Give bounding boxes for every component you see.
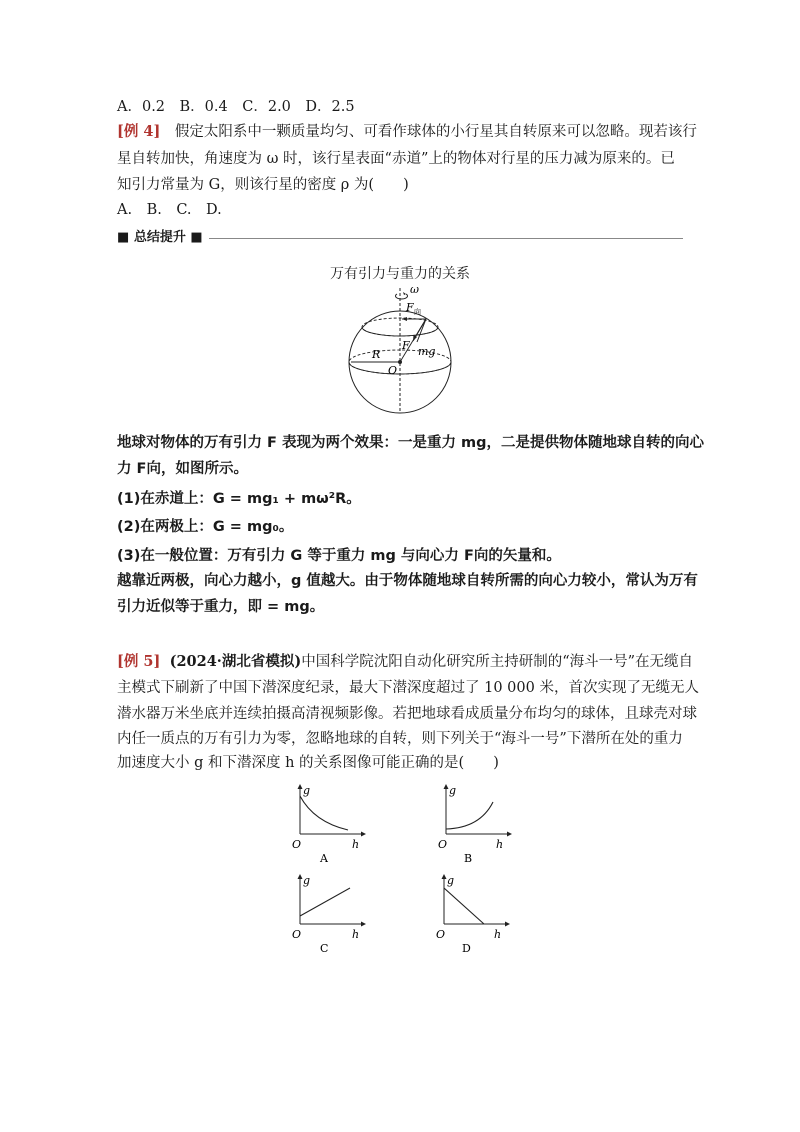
omega-label: ω [410,283,419,296]
svg-text:h: h [494,928,502,941]
svg-text:h: h [352,928,360,941]
example5-line2: 主模式下刷新了中国下潜深度纪录，最大下潜深度超过了 10 000 米，首次实现了无缆无人 [117,680,699,696]
svg-text:O: O [438,838,448,851]
graph-a-label: A [320,852,328,865]
example4-options: A. B. C. D. [117,202,222,218]
example4-line3: 知引力常量为 G，则该行星的密度 ρ 为( ) [117,177,409,193]
example5-tag: [例 5] [117,653,161,670]
svg-text:g: g [447,874,455,887]
summary-item3: (3)在一般位置：万有引力 G 等于重力 mg 与向心力 F向的矢量和。 [117,548,561,564]
summary-line1: 地球对物体的万有引力 F 表现为两个效果：一是重力 mg，二是提供物体随地球自转的向心 [117,435,705,451]
example5-line5: 加速度大小 g 和下潜深度 h 的关系图像可能正确的是( ) [117,755,499,771]
graph-b-curve [446,802,493,829]
example5-line1 [117,651,693,673]
o-label: O [388,364,398,377]
svg-text:g: g [303,874,311,887]
example5-line4: 内任一质点的万有引力为零，忽略地球的自转，则下列关于“海斗一号”下潜所在处的重力 [117,731,683,747]
example4-text1: 假定太阳系中一颗质量均匀、可看作球体的小行星其自转原来可以忽略。现若该行 [160,124,697,140]
svg-text:h: h [496,838,504,851]
f-dir-sub-label: 向 [414,308,421,316]
graph-c [290,872,370,962]
example4-line2: 星自转加快，角速度为 ω 时，该行星表面“赤道”上的物体对行星的压力减为原来的。已 [117,151,675,167]
example5-line3: 潜水器万米坐底并连续拍摄高清视频影像。若把地球看成质量分布均匀的球体，且球壳对球 [117,706,697,722]
example4-tag: [例 4] [117,123,161,140]
graph-b-label: B [464,852,473,865]
svg-text:g: g [303,784,311,797]
summary-item1: (1)在赤道上：G = mg₁ + mω²R。 [117,491,361,507]
summary-line4: 引力近似等于重力，即 = mg。 [117,599,325,615]
prev-question-options: A．0.2 B．0.4 C．2.0 D．2.5 [117,99,355,115]
example4-line1 [117,121,697,143]
example5-source: (2024·湖北省模拟) [169,653,302,670]
graph-c-line [300,888,350,916]
summary-heading: ■ 总结提升 ■ [117,230,209,246]
mg-label: mg [418,345,436,358]
rotation-arrow [396,294,408,299]
graph-b [436,782,516,872]
graph-a-curve [300,796,348,830]
summary-line3: 越靠近两极，向心力越小，g 值越大。由于物体随地球自转所需的向心力较小，常认为万有 [117,573,698,589]
graph-d [434,872,514,962]
graph-d-line [444,888,484,924]
summary-heading-rule [117,230,683,246]
graph-a [290,782,370,872]
svg-text:O: O [292,838,302,851]
graph-d-label: D [462,942,471,955]
svg-text:O: O [436,928,446,941]
f-label: F [402,339,410,352]
mg-arrow [417,319,426,342]
center-point [398,360,402,364]
svg-text:O: O [292,928,302,941]
svg-text:h: h [352,838,360,851]
example5-text1: 中国科学院沈阳自动化研究所主持研制的“海斗一号”在无缆自 [301,654,694,670]
svg-text:g: g [449,784,457,797]
diagram-title: 万有引力与重力的关系 [330,266,470,282]
summary-item2: (2)在两极上：G = mg₀。 [117,519,294,535]
graph-c-label: C [320,942,329,955]
summary-line2: 力 F向，如图所示。 [117,461,248,477]
r-label: R [372,348,381,361]
f-dir-label: F [406,301,414,314]
earth-gravity-diagram [340,282,460,417]
